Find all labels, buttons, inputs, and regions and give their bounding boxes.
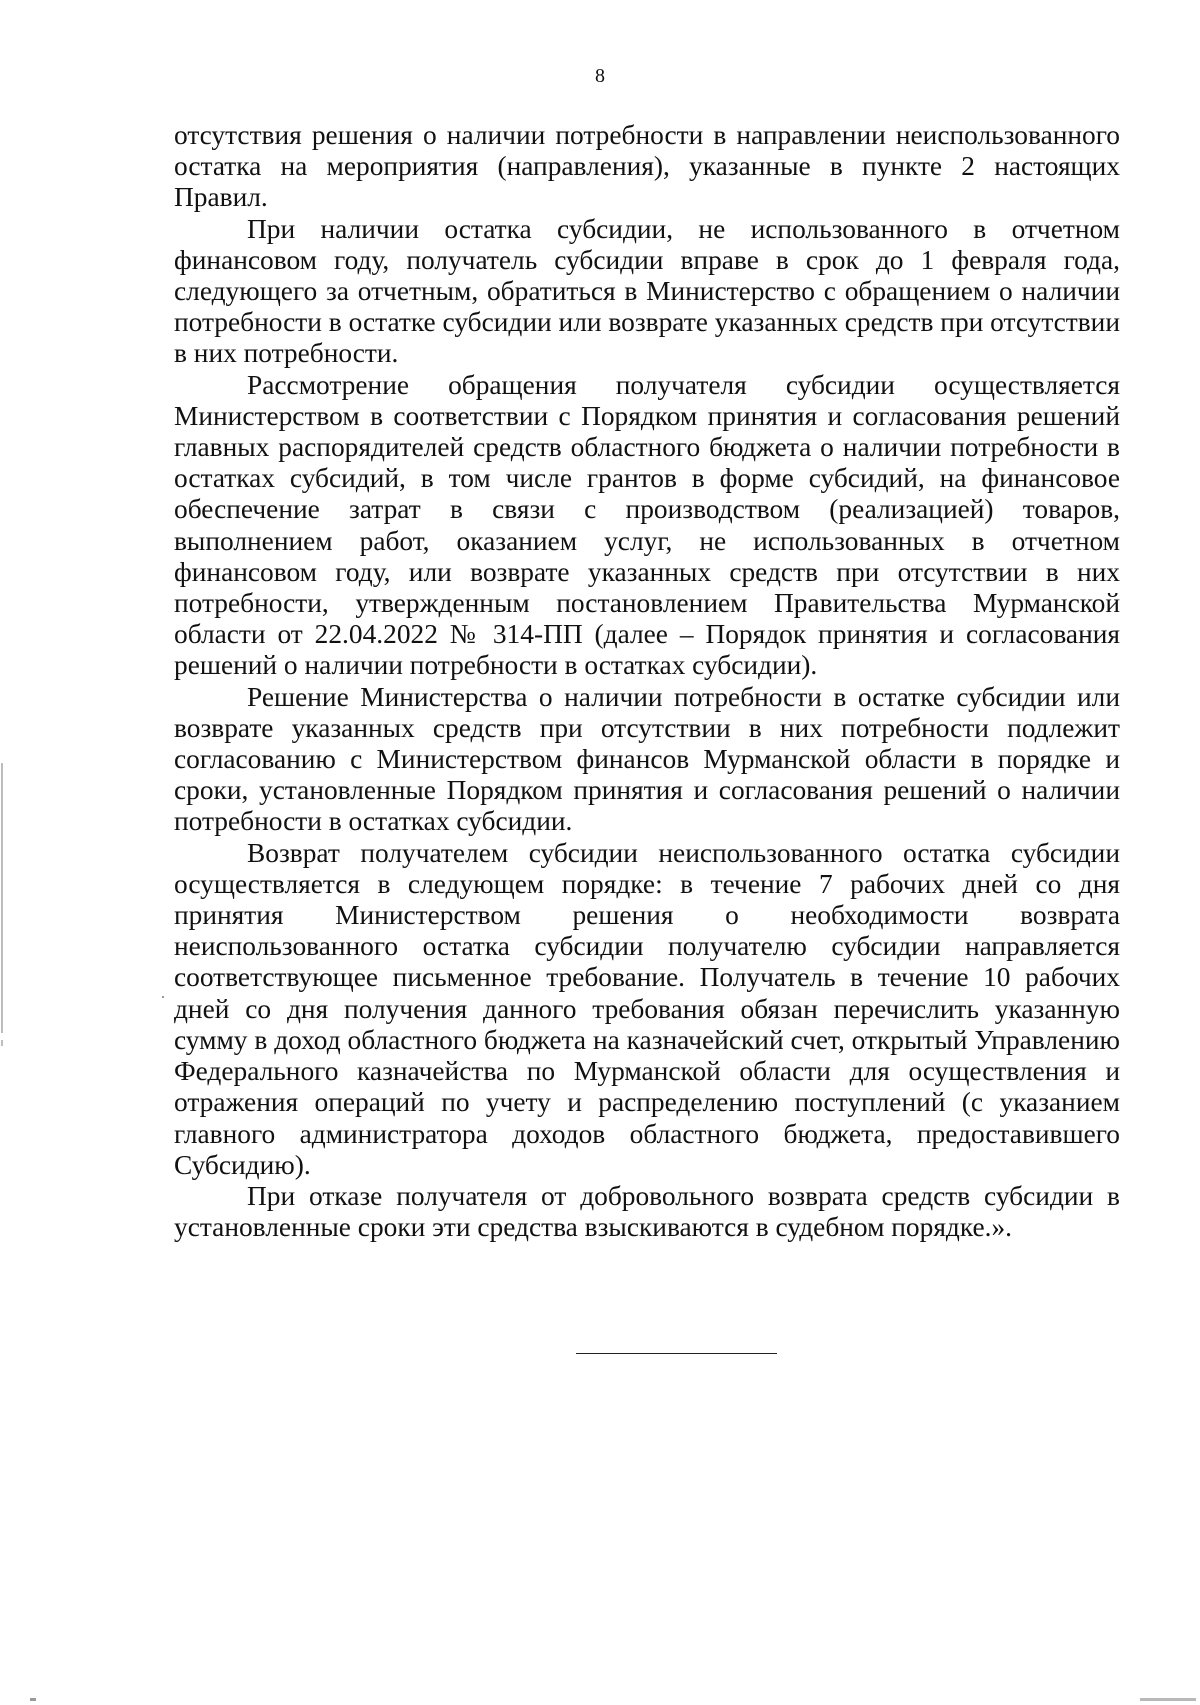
- paragraph-refund-procedure: Возврат получателем субсидии неиспользованного остатка субсидии осуществляется в следующем порядке: в течение 7 рабочих дней со дня принятия Министерством решения о необходимости возврата неиспользованного остатка субсидии получателю субсидии направляется соответствующее письменное требование. Получатель в течение 10 рабочих дней со дня получения данного требования обязан перечислить указанную сумму в доход областного бюджета на казначейский счет, открытый Управлению Федерального казначейства по Мурманской области для осуществления и отражения операций по учету и распределению поступлений (с указанием главного администратора доходов областного бюджета, предоставившего Субсидию).: [174, 837, 1120, 1180]
- paragraph-refusal-recovery: При отказе получателя от добровольного возврата средств субсидии в установленные сроки эти средства взыскиваются в судебном порядке.».: [174, 1180, 1120, 1243]
- paragraph-continuation: отсутствия решения о наличии потребности в направлении неиспользованного остатка на мероприятия (направления), указанные в пункте 2 настоящих Правил.: [174, 120, 1120, 213]
- scan-artifact-left-edge-small: [1, 1040, 3, 1046]
- scan-artifact-dot: [162, 996, 164, 998]
- scan-artifact-bottom-right: [1140, 1698, 1196, 1701]
- paragraph-subsidy-remainder: При наличии остатка субсидии, не использованного в отчетном финансовом году, получатель субсидии вправе в срок до 1 февраля года, следующего за отчетным, обратиться в Министерство с обращением о наличии потребности в остатке субсидии или возврате указанных средств при отсутствии в них потребности.: [174, 213, 1120, 369]
- end-separator-line: [576, 1353, 777, 1354]
- paragraph-ministry-decision: Решение Министерства о наличии потребности в остатке субсидии или возврате указанных средств при отсутствии в них потребности подлежит согласованию с Министерством финансов Мурманской области в порядке и сроки, установленные Порядком принятия и согласования решений о наличии потребности в остатках субсидии.: [174, 681, 1120, 837]
- page-number: 8: [595, 65, 605, 87]
- document-body: [174, 120, 1120, 1243]
- scan-artifact-bottom-left: [30, 1698, 36, 1701]
- paragraph-review-procedure: Рассмотрение обращения получателя субсидии осуществляется Министерством в соответствии с Порядком принятия и согласования решений главных распорядителей средств областного бюджета о наличии потребности в остатках субсидий, в том числе грантов в форме субсидий, на финансовое обеспечение затрат в связи с производством (реализацией) товаров, выполнением работ, оказанием услуг, не использованных в отчетном финансовом году, или возврате указанных средств при отсутствии в них потребности, утвержденным постановлением Правительства Мурманской области от 22.04.2022 № 314-ПП (далее – Порядок принятия и согласования решений о наличии потребности в остатках субсидии).: [174, 369, 1120, 681]
- scan-artifact-left-edge: [1, 763, 3, 1033]
